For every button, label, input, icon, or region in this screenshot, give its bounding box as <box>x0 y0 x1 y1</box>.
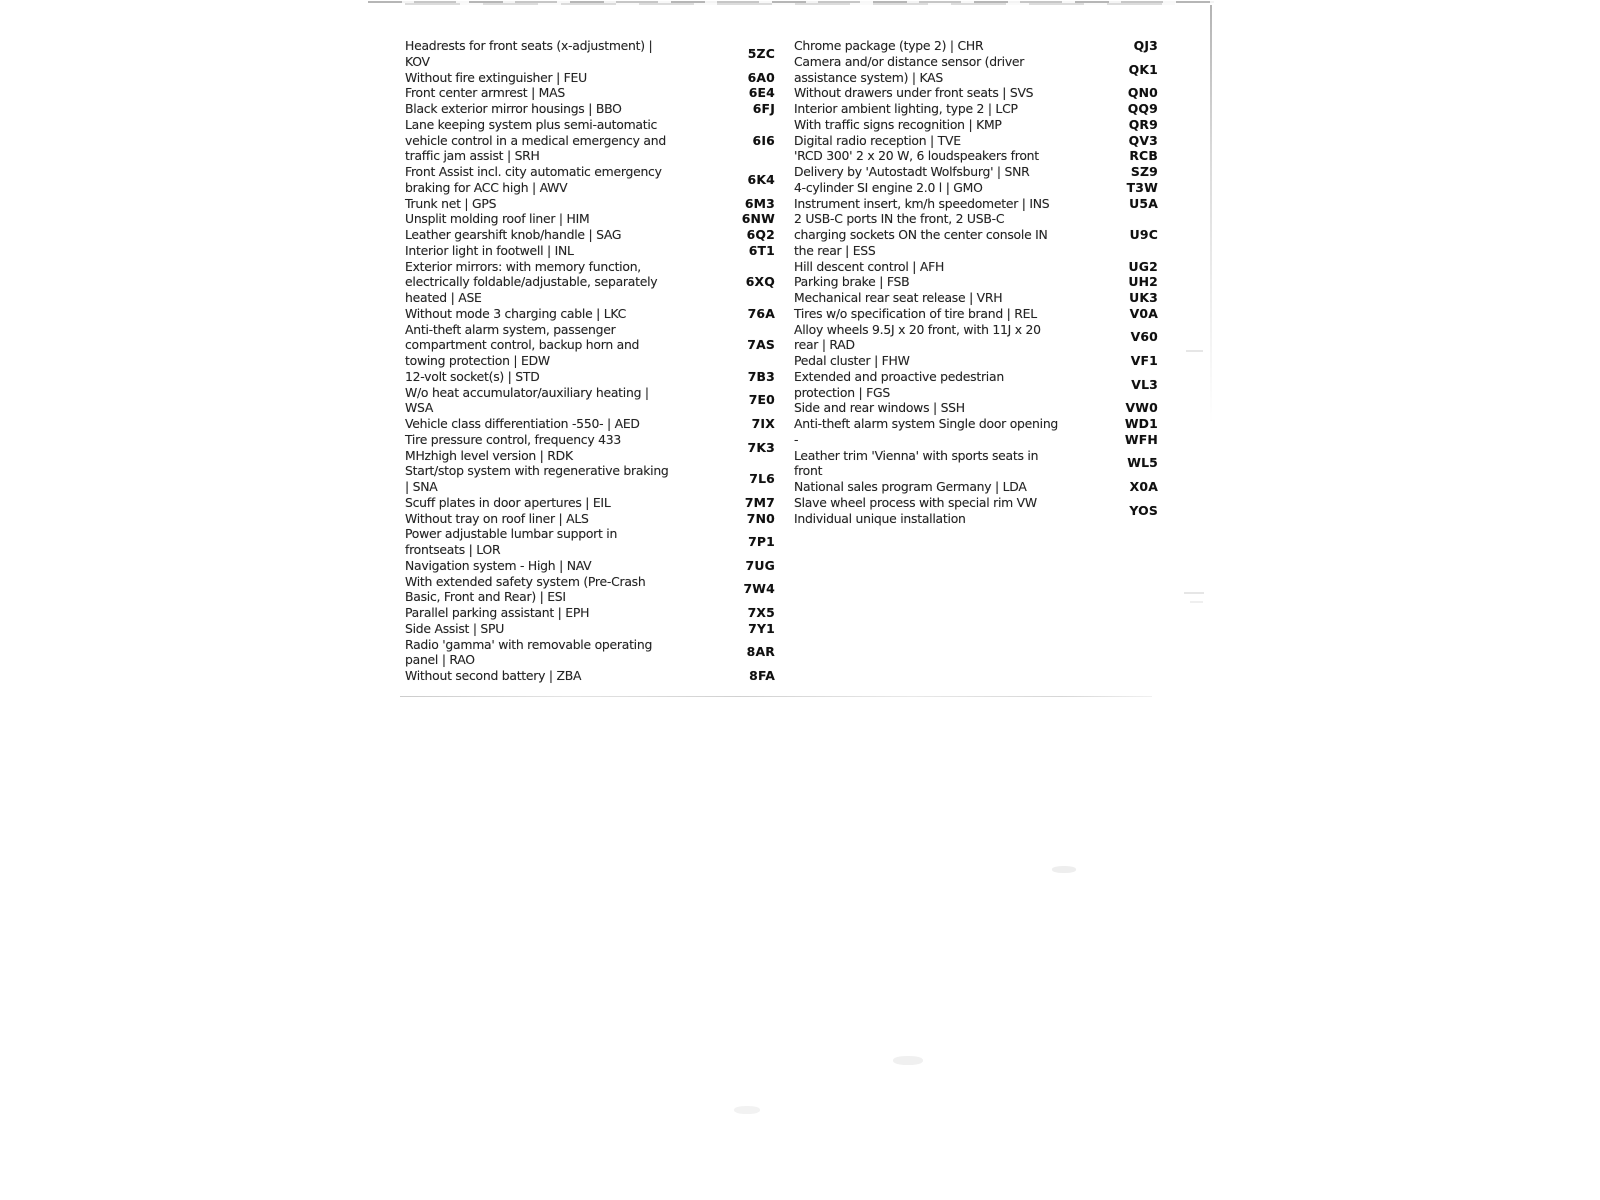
option-description-line: Front center armrest | MAS <box>405 85 565 101</box>
option-code: VW0 <box>1125 400 1158 416</box>
option-row <box>405 463 775 495</box>
option-description-line: KOV <box>405 53 430 69</box>
option-description-line: WSA <box>405 400 434 416</box>
option-description-line: Digital radio reception | TVE <box>794 132 961 148</box>
option-row <box>405 117 775 164</box>
option-code: 6Q2 <box>746 227 775 242</box>
option-description <box>794 290 1090 306</box>
option-description-line: Without tray on roof liner | ALS <box>405 510 589 526</box>
table-bottom-rule <box>400 696 1152 697</box>
option-description <box>405 574 705 606</box>
option-row <box>405 416 775 432</box>
scan-mark <box>1186 350 1203 352</box>
option-row <box>794 85 1158 101</box>
option-code: X0A <box>1129 479 1158 494</box>
option-code: WFH <box>1124 431 1158 447</box>
option-description <box>794 164 1090 180</box>
option-row <box>794 196 1158 212</box>
option-description <box>794 133 1090 149</box>
option-description <box>794 416 1090 432</box>
option-description <box>405 526 705 558</box>
option-code: 7L6 <box>749 471 775 487</box>
scan-smudge <box>734 1106 760 1114</box>
option-description-line: compartment control, backup horn and <box>405 337 640 353</box>
option-description-line: frontseats | LOR <box>405 542 501 557</box>
option-description-line: Trunk net | GPS <box>405 195 497 211</box>
option-code: QJ3 <box>1133 38 1158 53</box>
option-row <box>794 416 1158 432</box>
option-description-line: 12-volt socket(s) | STD <box>405 368 540 384</box>
option-code: 6I6 <box>752 132 775 148</box>
option-code: WD1 <box>1124 416 1158 431</box>
option-code: 5ZC <box>747 45 775 61</box>
option-code: U5A <box>1129 195 1158 211</box>
option-row <box>794 322 1158 354</box>
option-description <box>405 164 705 196</box>
option-description <box>794 259 1090 275</box>
option-row <box>405 322 775 369</box>
option-description <box>405 70 705 86</box>
option-description-line: Black exterior mirror housings | BBO <box>405 101 622 116</box>
option-row <box>794 353 1158 369</box>
option-description-line: 'RCD 300' 2 x 20 W, 6 loudspeakers front <box>794 148 1039 164</box>
option-row <box>405 85 775 101</box>
option-description-line: assistance system) | KAS <box>794 69 944 85</box>
option-description-line: towing protection | EDW <box>405 353 550 368</box>
option-description <box>794 180 1090 196</box>
option-description <box>405 38 705 70</box>
option-list-right <box>794 38 1158 526</box>
option-description-line: With extended safety system (Pre-Crash <box>405 573 646 589</box>
option-code: 8FA <box>749 668 775 683</box>
option-description <box>794 495 1090 527</box>
option-row <box>794 164 1158 180</box>
option-description-line: Tires w/o specification of tire brand | REL <box>794 305 1037 321</box>
option-row <box>405 385 775 417</box>
option-code: WL5 <box>1127 455 1158 471</box>
option-description <box>405 85 705 101</box>
option-description <box>405 511 705 527</box>
option-row <box>405 432 775 464</box>
option-description-line: Without mode 3 charging cable | LKC <box>405 305 627 321</box>
option-description-line: front <box>794 463 823 479</box>
option-description-line: Individual unique installation <box>794 510 966 526</box>
option-row <box>794 479 1158 495</box>
option-description <box>405 385 705 417</box>
option-code: QN0 <box>1127 85 1158 101</box>
option-description-line: Leather trim 'Vienna' with sports seats in <box>794 447 1039 463</box>
option-code: 6FJ <box>752 101 775 116</box>
option-description-line: Front Assist incl. city automatic emergency <box>405 164 662 179</box>
option-description-line: MHzhigh level version | RDK <box>405 447 573 463</box>
option-description-line: 4-cylinder SI engine 2.0 l | GMO <box>794 179 983 195</box>
option-list-left <box>405 38 775 684</box>
option-code: 7IX <box>751 416 775 431</box>
option-description <box>794 432 1090 448</box>
option-description <box>405 495 705 511</box>
option-code: 7P1 <box>748 534 775 550</box>
option-row <box>405 369 775 385</box>
option-description <box>405 621 705 637</box>
option-description <box>794 353 1090 369</box>
option-description <box>405 416 705 432</box>
option-code: V60 <box>1130 329 1158 345</box>
option-description-line: panel | RAO <box>405 652 475 668</box>
option-description-line: Pedal cluster | FHW <box>794 353 910 368</box>
option-description <box>405 369 705 385</box>
option-code: 7W4 <box>743 581 775 597</box>
option-description <box>794 196 1090 212</box>
option-row <box>794 432 1158 448</box>
option-description-line: charging sockets ON the center console IN <box>794 227 1048 242</box>
option-row <box>405 511 775 527</box>
option-description-line: Mechanical rear seat release | VRH <box>794 290 1003 305</box>
option-code: 6M3 <box>744 195 775 211</box>
option-code: V0A <box>1129 305 1158 321</box>
option-row <box>405 574 775 606</box>
option-description-line: Without second battery | ZBA <box>405 668 582 683</box>
option-row <box>405 70 775 86</box>
option-row <box>794 369 1158 401</box>
option-code: VF1 <box>1130 353 1158 368</box>
option-description <box>794 274 1090 290</box>
option-row <box>794 400 1158 416</box>
option-row <box>794 180 1158 196</box>
option-row <box>794 101 1158 117</box>
option-row <box>794 290 1158 306</box>
option-description-line: Leather gearshift knob/handle | SAG <box>405 227 622 242</box>
option-description-line: protection | FGS <box>794 384 890 400</box>
option-code: UK3 <box>1129 290 1158 305</box>
option-description-line: Hill descent control | AFH <box>794 258 945 274</box>
option-code: 76A <box>747 305 775 321</box>
option-description-line: vehicle control in a medical emergency and <box>405 132 666 148</box>
option-code: U9C <box>1129 227 1158 242</box>
option-row <box>405 243 775 259</box>
option-row <box>794 117 1158 133</box>
option-code: RCB <box>1129 148 1158 164</box>
option-description <box>794 369 1090 401</box>
option-row <box>794 259 1158 275</box>
option-description-line: Parallel parking assistant | EPH <box>405 605 590 620</box>
option-description-line: Camera and/or distance sensor (driver <box>794 53 1025 69</box>
option-row <box>794 54 1158 86</box>
option-description-line: Exterior mirrors: with memory function, <box>405 258 641 274</box>
option-code: UH2 <box>1128 274 1158 290</box>
option-description-line: Instrument insert, km/h speedometer | INS <box>794 195 1050 211</box>
option-description <box>405 463 705 495</box>
option-row <box>794 38 1158 54</box>
option-code: 6T1 <box>748 242 775 258</box>
option-description-line: the rear | ESS <box>794 242 876 258</box>
option-description-line: electrically foldable/adjustable, separately <box>405 274 658 290</box>
option-code: 6A0 <box>747 69 775 85</box>
option-code: UG2 <box>1128 258 1158 274</box>
option-code: YOS <box>1129 502 1158 518</box>
option-code: 7K3 <box>747 439 775 455</box>
option-description-line: heated | ASE <box>405 290 482 305</box>
option-description-line: With traffic signs recognition | KMP <box>794 116 1002 132</box>
option-description-line: Without drawers under front seats | SVS <box>794 85 1034 101</box>
option-row <box>405 526 775 558</box>
scan-mark <box>1184 592 1204 594</box>
option-description <box>794 38 1090 54</box>
option-description-line: W/o heat accumulator/auxiliary heating | <box>405 384 649 400</box>
option-description <box>405 668 705 684</box>
option-description-line: - <box>794 431 799 447</box>
option-description <box>794 400 1090 416</box>
option-code: QQ9 <box>1127 101 1158 116</box>
option-description-line: braking for ACC high | AWV <box>405 179 568 195</box>
option-row <box>405 495 775 511</box>
option-description-line: Anti-theft alarm system Single door opening <box>794 416 1059 431</box>
option-row <box>405 227 775 243</box>
option-description-line: Unsplit molding roof liner | HIM <box>405 211 590 227</box>
option-code: 7UG <box>745 557 775 573</box>
option-description-line: Headrests for front seats (x-adjustment) | <box>405 38 653 53</box>
option-code: 6E4 <box>748 85 775 101</box>
option-description <box>405 637 705 669</box>
option-description-line: Basic, Front and Rear) | ESI <box>405 589 566 605</box>
option-description <box>794 148 1090 164</box>
option-code: 7AS <box>747 337 775 353</box>
option-row <box>794 148 1158 164</box>
option-row <box>405 621 775 637</box>
option-row <box>794 133 1158 149</box>
option-description <box>405 306 705 322</box>
option-row <box>405 38 775 70</box>
option-description <box>405 432 705 464</box>
option-code: 6XQ <box>745 274 775 290</box>
option-code: 6NW <box>741 211 775 227</box>
option-description <box>794 448 1090 480</box>
option-row <box>405 164 775 196</box>
page-right-edge-artifact <box>1210 5 1212 425</box>
option-description-line: Radio 'gamma' with removable operating <box>405 636 653 652</box>
option-code: 6K4 <box>747 171 775 187</box>
option-description <box>405 101 705 117</box>
option-description-line: Scuff plates in door apertures | EIL <box>405 494 611 510</box>
option-description <box>405 117 705 164</box>
option-row <box>405 605 775 621</box>
option-description-line: Extended and proactive pedestrian <box>794 368 1004 384</box>
option-description-line: Lane keeping system plus semi-automatic <box>405 116 658 132</box>
option-row <box>405 668 775 684</box>
option-code: 7N0 <box>746 510 775 526</box>
scan-smudge <box>893 1056 923 1065</box>
option-description-line: Vehicle class differentiation -550- | AED <box>405 416 640 431</box>
option-description-line: Side Assist | SPU <box>405 620 505 636</box>
option-description <box>405 605 705 621</box>
option-code: 7M7 <box>744 494 775 510</box>
option-description-line: Navigation system - High | NAV <box>405 557 592 573</box>
option-description <box>794 117 1090 133</box>
option-description-line: Side and rear windows | SSH <box>794 400 965 416</box>
option-description <box>794 54 1090 86</box>
option-description-line: Start/stop system with regenerative braking <box>405 463 669 479</box>
option-code: 7B3 <box>747 368 775 384</box>
option-description <box>794 479 1090 495</box>
option-description <box>794 85 1090 101</box>
option-code: SZ9 <box>1130 164 1158 179</box>
option-description <box>405 259 705 306</box>
page-top-edge-artifact <box>405 3 1175 5</box>
option-description-line: Delivery by 'Autostadt Wolfsburg' | SNR <box>794 164 1030 179</box>
option-row <box>405 259 775 306</box>
option-code: 7E0 <box>748 392 775 408</box>
option-description-line: Slave wheel process with special rim VW <box>794 494 1037 510</box>
scan-smudge <box>1052 866 1076 873</box>
option-row <box>794 274 1158 290</box>
option-description <box>405 243 705 259</box>
option-description <box>794 211 1090 258</box>
option-description-line: Alloy wheels 9.5J x 20 front, with 11J x 20 <box>794 321 1041 337</box>
option-row <box>794 306 1158 322</box>
option-row <box>405 211 775 227</box>
option-description-line: Parking brake | FSB <box>794 274 910 290</box>
option-code: QK1 <box>1128 61 1158 77</box>
option-description <box>794 101 1090 117</box>
option-row <box>405 101 775 117</box>
option-description <box>405 322 705 369</box>
option-row <box>405 637 775 669</box>
option-row <box>794 448 1158 480</box>
option-description-line: National sales program Germany | LDA <box>794 479 1027 494</box>
option-row <box>794 211 1158 258</box>
option-description-line: Without fire extinguisher | FEU <box>405 69 587 85</box>
option-row <box>794 495 1158 527</box>
option-description-line: Interior ambient lighting, type 2 | LCP <box>794 101 1018 116</box>
option-description-line: 2 USB-C ports IN the front, 2 USB-C <box>794 211 1005 227</box>
option-description-line: Anti-theft alarm system, passenger <box>405 321 616 337</box>
option-description-line: Chrome package (type 2) | CHR <box>794 38 984 53</box>
option-description-line: | SNA <box>405 479 438 494</box>
option-description <box>405 227 705 243</box>
option-row <box>405 196 775 212</box>
option-description <box>794 322 1090 354</box>
option-row <box>405 558 775 574</box>
option-description <box>794 306 1090 322</box>
option-description-line: Tire pressure control, frequency 433 <box>405 431 622 447</box>
option-description-line: rear | RAD <box>794 337 855 353</box>
option-description <box>405 558 705 574</box>
option-description <box>405 211 705 227</box>
option-description <box>405 196 705 212</box>
option-code: 8AR <box>746 644 775 660</box>
option-code: 7Y1 <box>748 620 775 636</box>
option-code: QR9 <box>1128 116 1158 132</box>
option-row <box>405 306 775 322</box>
option-description-line: Interior light in footwell | INL <box>405 242 574 258</box>
option-description-line: traffic jam assist | SRH <box>405 148 540 164</box>
option-code: VL3 <box>1131 376 1158 392</box>
option-code: QV3 <box>1128 132 1158 148</box>
scan-mark <box>1190 601 1203 603</box>
option-description-line: Power adjustable lumbar support in <box>405 526 618 542</box>
option-code: T3W <box>1126 179 1158 195</box>
option-code: 7X5 <box>747 605 775 620</box>
